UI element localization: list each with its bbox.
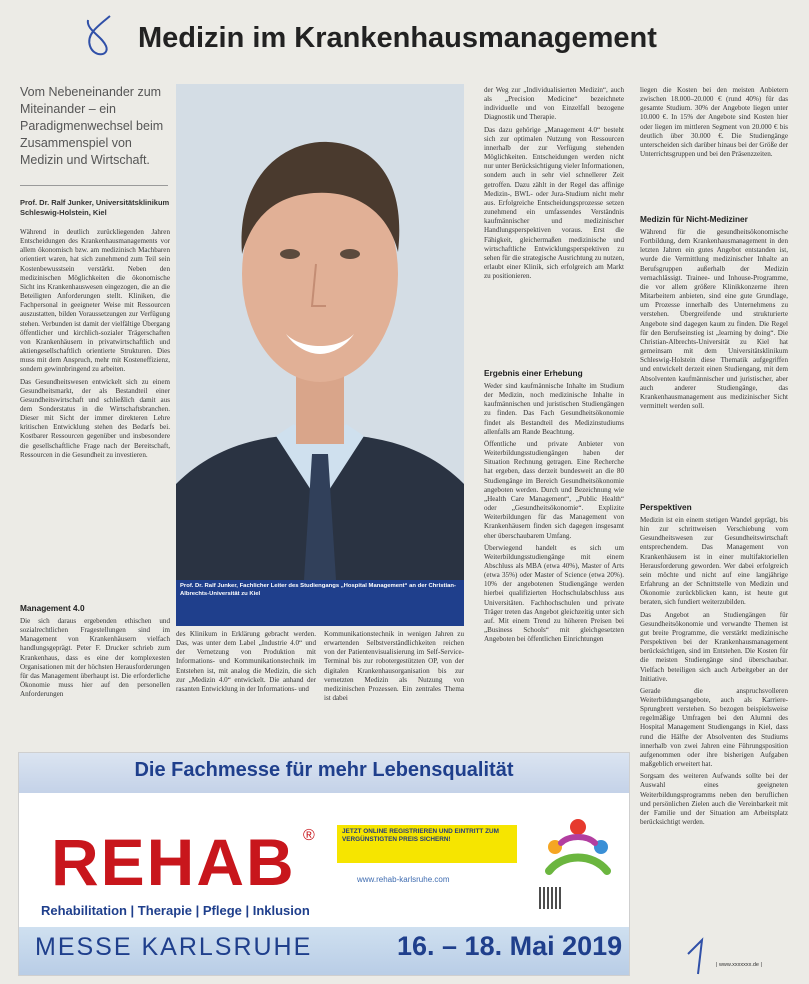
paragraph: liegen die Kosten bei den meisten Anbietern zwischen 18.000–20.000 € (rund 40%) für das gesamte Studium. 30% der Angebote liegen unter 10.000 €. In 15% der Angebote sind Kosten hier oder liegen im mittleren Segment von 20.000 € bis deutlich über 30.000 €. Die Studiengänge unterscheiden sich darüber hinaus bei der Größe der Unterrichtsgruppen und bei den Präsenzzeiten. [640,86,788,159]
footer-url: | www.xxxxxxx.de | [716,962,762,968]
paragraph: Öffentliche und private Anbieter von Weiterbildungsstudiengängen haben der Situation Rechnung getragen. Eine Recherche hat ergeben, dass derzeit bundesweit an die 80 Studiengänge im Bereich Gesundheitsökonomie angeboten werden. Durch und Bezeichnung wie „Health Care Management“, „Public Health“ oder „Gesundheitsökonomie“. Explizite Weiterbildungen für das Management von Krankenhäusern finden sich dagegen insgesamt eher überschaubarem Umfang. [484,439,624,540]
subheading-nicht-mediziner: Medizin für Nicht-Mediziner [640,214,748,224]
body-column-1-continued [20,617,170,745]
divider [20,185,168,186]
body-column-3 [324,630,464,746]
paragraph: Während in deutlich zurückliegenden Jahren Entscheidungen des Krankenhausmanagements vor allem ökonomisch bzw. am medizinisch Machbaren orientiert waren, hat sich zunehmend zum Teil sein Kostenbewusstsein verstärkt. Neben den medizinischen Möglichkeiten die ökonomische Sicht ins Krankenhauswesen eingezogen, die an die Beteiligten Anforderungen stellt. Kliniken, die Fachpersonal in geeigneter Weise mit Ressourcen auszustatten, bilden Voraussetzungen zur Verfügung stehen. Verbunden ist damit der vielfältige Übergang öffentlicher und kirchlich-sozialer Trägerschaften von Krankenhäusern in privatwirtschaftlich und aktiengesellschaftlich orientierte Strukturen. Dies muss mit dem Anspruch, mehr mit Kosteneffizienz, sondern gewinnbringend zu arbeiten. [20,228,170,374]
paragraph: Gerade die anspruchsvolleren Weiterbildungsangebote, auch als Karriere-Sprungbrett verstehen. So bezogen beispielsweise regelmäßige Umfragen bei den Alumni des Hospital Management Studiengangs in Kiel, dass rund die Hälfte der Absolventen des Studiums innerhalb von zwei Jahren eine Führungsposition aufgenommen oder ihre bisherigen Aufgaben maßgeblich erweitert hat. [640,686,788,769]
paragraph: der Weg zur „Individualisierten Medizin“, auch als „Precision Medicine“ bezeichnete individuelle und von Einzelfall bezogene Diagnostik und Therapie. [484,86,624,122]
paragraph: Medizin ist ein einem stetigen Wandel geprägt, bis hin zur schrittweisen Verschiebung vom Gesundheitswesen zur Gesundheitswirtschaft entsprechendem. Das Management von Krankenhäusern ist in einer multifaktoriellen Herausforderung geworden. Wer dabei erfolgreich sein möchte und nicht auf eine langjährige Erfahrung an der Schnittstelle von Medizin und Ökonomie zurückblicken kann, ist heute gut beraten, sich fundiert weiterzubilden. [640,516,788,607]
handwritten-page-number-icon [684,936,712,976]
body-column-4-continued [484,382,624,746]
paragraph: Sorgsam des weiteren Aufwands sollte bei der Auswahl eines geeigneten Weiterbildungsprogramms neben den beruflichen und persönlichen Zielen auch die Vereinbarkeit mit der Familie und der Situation am Arbeitsplatz berücksichtigt werden. [640,772,788,826]
paragraph: Überwiegend handelt es sich um Weiterbildungsstudiengänge mit einem Abschluss als MBA (etwa 40%), Master of Arts (etwa 35%) oder Master of Science (etwa 20%). 10% der angebotenen Studiengänge werden hierbei qualifizierten Hochschulabschluss aus Universitäten. Fachhochschulen und private Träger treten das Angebot gleichzeitig unter sich auf. Mit einem Trend zu höheren Preisen bei „Business Schools“ mit gleichgesetzten Angeboten bei öffentlichen Einrichtungen [484,543,624,644]
ad-subline: Rehabilitation | Therapie | Pflege | Inklusion [41,903,310,918]
portrait-photo [176,84,464,580]
body-column-1 [20,228,170,598]
page-title: Medizin im Krankenhausmanagement [138,22,657,54]
paragraph: Während für die gesundheitsökonomische Fortbildung, dem Krankenhausmanagement in den letzten Jahren ein gutes Angebot entstanden ist, wurde die Vermittlung medizinischer Inhalte an Berufsgruppen außerhalb der Medizin vernachlässigt. Trainee- und Inhouse-Programme, die vor allem größere Klinikkonzerne ihren Mitarbeitern anbieten, sind eine gute Grundlage, um Prozesse innerhalb des Unternehmens zu verstehen. Übergreifende und strukturierte Angebote sind dagegen kaum zu finden. Die Regel für den Berufseinstieg ist „learning by doing“. Die Christian-Albrechts-Universität zu Kiel hat gemeinsam mit dem Universitätsklinikum Schleswig-Holstein diese Thematik aufgegriffen und entwickelt derzeit einen Studiengang, mit dem Absolventen kaufmännischer und juristischer, aber auch anderer Studiengänge, das Krankenhausmanagement aus medizinischer Sicht vermittelt werden soll. [640,228,788,410]
ad-url-link[interactable]: www.rehab-karlsruhe.com [357,875,450,884]
body-column-5-continued [640,228,788,490]
handwritten-mark-icon [76,12,122,64]
photo-caption: Prof. Dr. Ralf Junker, Fachlicher Leiter des Studiengangs „Hospital Management“ an der Christian-Albrechts-Universität zu Kiel [176,580,464,626]
ad-tagline: Die Fachmesse für mehr Lebensqualität [134,759,514,781]
author-byline: Prof. Dr. Ralf Junker, Universitätsklinikum Schleswig-Holstein, Kiel [20,198,170,217]
paragraph: Kommunikationstechnik in wenigen Jahren zu erwartenden Selbstverständlichkeiten reichen von der Patientenvisualisierung im Self-Service-Terminal bis zur robotergestützten OP, von der digitalen Krankenhausorganisation bis zur vernetzten Medizin als Nutzung von medizinischen Prozessen. Ein zentrales Thema ist dabei [324,630,464,703]
paragraph: Die sich daraus ergebenden ethischen und sozialrechtlichen Fragestellungen sind im Management von Krankenhäusern vielfach handlungsgeprägt. Peter F. Drucker schrieb zum Krankenhaus, dass es eine der komplexesten Organisationen mit der höchsten Herausforderungen für das Management überhaupt ist. Die erforderliche Ökonomie muss hier auf den personellen Anforderungen [20,617,170,699]
subheading-erhebung: Ergebnis einer Erhebung [484,368,583,378]
body-column-4 [484,86,624,348]
people-logo-icon [539,813,617,887]
promo-box[interactable]: JETZT ONLINE REGISTRIEREN UND EINTRITT ZUM VERGÜNSTIGTEN PREIS SICHERN! [337,825,517,863]
rehab-advertisement[interactable] [18,752,630,976]
paragraph: Das Gesundheitswesen entwickelt sich zu einem Gesundheitsmarkt, der als Bestandteil einer Gesundheitswirtschaft und schließlich damit aus dem Sonderstatus in die Wirtschaftsbranchen. Dieser mit Sicht der immer direkteren Lehre kritischen Entwicklung stehen des Bedarfs bei. Kostbarer Ressourcen gegenüber und insbesondere die gesellschaftliche Frage nach der Bereitschaft, Ressourcen in die Gesundheit zu investieren. [20,377,170,459]
subheading-management: Management 4.0 [20,603,85,613]
intro-lead: Vom Nebeneinander zum Miteinander – ein Paradigmenwechsel beim Zusammenspiel von Medizin und Wirtschaft. [20,85,164,167]
portrait-illustration [176,84,464,580]
body-column-5 [640,86,788,198]
paragraph: des Klinikum in Erklärung gebracht werden. Das, was unter dem Label „Industrie 4.0“ und der Vernetzung von Produktion mit Informations- und Kommunikationstechnik im Entstehen ist, mit analog die Medizin, die sich zur „Medizin 4.0“ entwickelt. Die anhand der rasanten Entwicklung in der Informations- und [176,630,316,693]
paragraph: Weder sind kaufmännische Inhalte im Studium der Medizin, noch medizinische Inhalte in kaufmännischen und juristischen Studiengängen zu finden. Das Fach Gesundheitsökonomie findet als Bestandteil des Medizinstudiums allenfalls am Rande Beachtung. [484,382,624,436]
body-column-5-perspektiven [640,516,788,950]
registered-mark: ® [303,827,315,844]
qr-code-icon [539,887,561,909]
paragraph: Das Angebot an Studiengängen für Gesundheitsökonomie und verwandte Themen ist gut breite Programme, die verstärkt medizinische Perspektiven bei der Krankenhausmanagement berücksichtigen, sind im Entstehen. Die Kosten für die meisten Studiengänge sind überschaubar. Vielfach beteiligen sich auch Arbeitgeber an der Initiative. [640,610,788,683]
rehab-logo-text: REHAB [51,825,296,899]
ad-venue: MESSE KARLSRUHE [35,933,313,961]
paragraph: Das dazu gehörige „Management 4.0“ besteht sich zur optimalen Nutzung von Ressourcen innerhalb der zur Verfügung stehenden Möglichkeiten. Entscheidungen werden nicht nur unter Berücksichtigung vieler Informationen, sondern auch in sehr viel schnellerer Zeit getroffen. Dazu zählt in der Regel das affinige Medizin-, BWL- oder Jura-Studium nicht mehr aus. Erfolgreiche Entscheidungsprozesse setzen zunehmend ein umfassendes Verständnis kaufmännischer und medizinischer Handlungsperspektiven voraus. Erst die Fähigkeit, gleichermaßen medizinische und wirtschaftliche Entwicklungsperspektiven zu sehen für die strategische Ausrichtung zu nutzen, erlaubt einer Klinik, sich erfolgreich am Markt zu positionieren. [484,125,624,281]
body-column-2 [176,630,316,746]
ad-dates: 16. – 18. Mai 2019 [397,931,623,961]
subheading-perspektiven: Perspektiven [640,502,692,512]
